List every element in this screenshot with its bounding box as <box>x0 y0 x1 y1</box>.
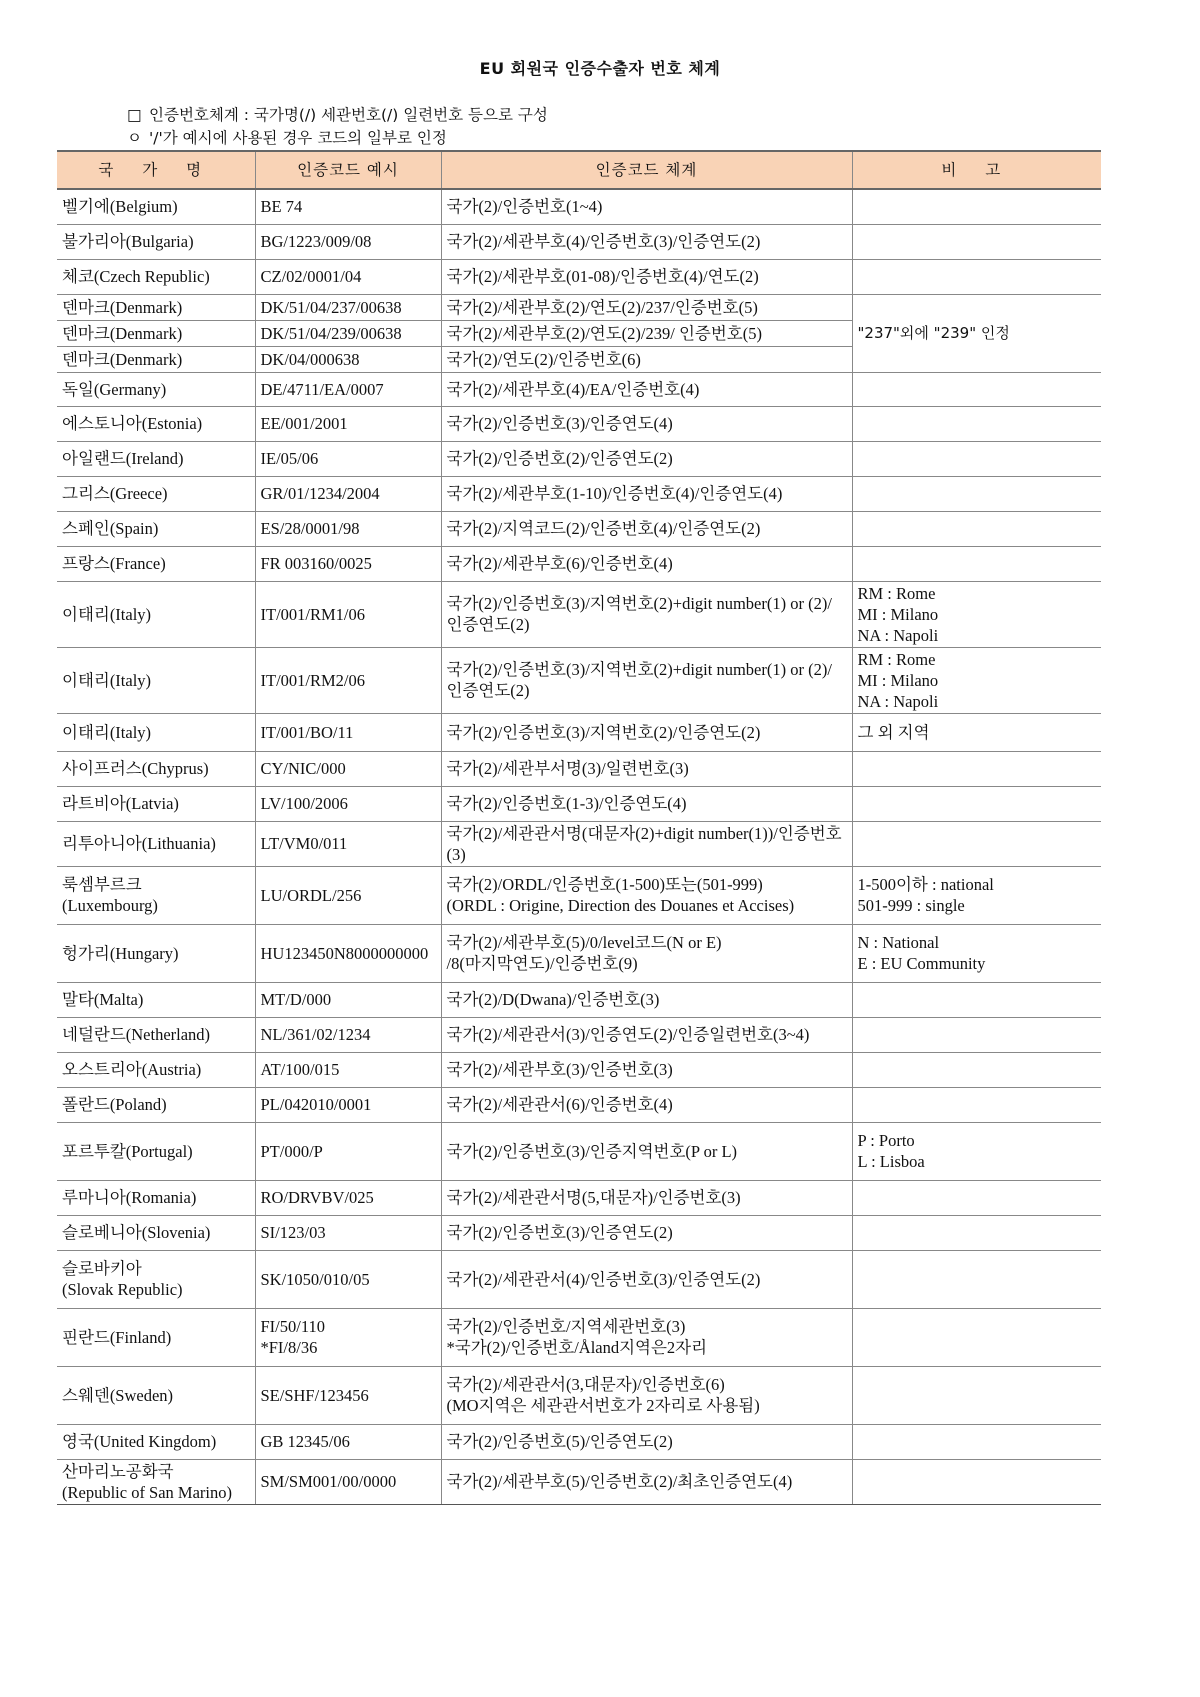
country-cell: 폴란드(Poland) <box>57 1087 255 1122</box>
example-cell: IT/001/RM2/06 <box>255 647 441 713</box>
note-line: □ 인증번호체계 : 국가명(/) 세관번호(/) 일련번호 등으로 구성 <box>127 106 548 124</box>
country-cell: 이태리(Italy) <box>57 647 255 713</box>
certification-code-table <box>57 150 1101 1505</box>
remark-cell <box>852 1424 1101 1459</box>
country-cell: 덴마크(Denmark) <box>57 294 255 320</box>
example-cell: FR 003160/0025 <box>255 546 441 581</box>
system-cell: 국가(2)/인증번호(3)/인증연도(4) <box>441 406 852 441</box>
example-cell: SI/123/03 <box>255 1215 441 1250</box>
country-cell: 그리스(Greece) <box>57 476 255 511</box>
system-cell: 국가(2)/세관부호(5)/0/level코드(N or E) /8(마지막연도)/인증번호(9) <box>441 924 852 982</box>
table-row <box>57 189 1101 224</box>
remark-cell: RM : Rome MI : Milano NA : Napoli <box>852 581 1101 647</box>
system-cell: 국가(2)/인증번호(2)/인증연도(2) <box>441 441 852 476</box>
system-cell: 국가(2)/인증번호/지역세관번호(3) *국가(2)/인증번호/Åland지역은2자리 <box>441 1308 852 1366</box>
remark-cell <box>852 1052 1101 1087</box>
example-cell: GB 12345/06 <box>255 1424 441 1459</box>
table-row <box>57 1250 1101 1308</box>
remark-cell <box>852 1017 1101 1052</box>
remark-cell <box>852 189 1101 224</box>
example-cell: SE/SHF/123456 <box>255 1366 441 1424</box>
country-cell: 포르투칼(Portugal) <box>57 1122 255 1180</box>
column-header-remark: 비 고 <box>852 151 1101 189</box>
country-cell: 체코(Czech Republic) <box>57 259 255 294</box>
country-cell: 에스토니아(Estonia) <box>57 406 255 441</box>
remark-cell <box>852 786 1101 821</box>
table-row <box>57 1122 1101 1180</box>
remark-cell: "237"외에 "239" 인정 <box>852 294 1101 372</box>
system-cell: 국가(2)/인증번호(1~4) <box>441 189 852 224</box>
system-cell: 국가(2)/세관부호(2)/연도(2)/237/인증번호(5) <box>441 294 852 320</box>
example-cell: ES/28/0001/98 <box>255 511 441 546</box>
country-cell: 사이프러스(Chyprus) <box>57 751 255 786</box>
example-cell: DK/51/04/239/00638 <box>255 320 441 346</box>
system-cell: 국가(2)/세관관서명(대문자(2)+digit number(1))/인증번호(3) <box>441 821 852 866</box>
country-cell: 룩셈부르크 (Luxembourg) <box>57 866 255 924</box>
system-cell: 국가(2)/세관부호(3)/인증번호(3) <box>441 1052 852 1087</box>
country-cell: 불가리아(Bulgaria) <box>57 224 255 259</box>
country-cell: 네덜란드(Netherland) <box>57 1017 255 1052</box>
table-row <box>57 713 1101 751</box>
country-cell: 산마리노공화국 (Republic of San Marino) <box>57 1459 255 1504</box>
table-row <box>57 1017 1101 1052</box>
example-cell: MT/D/000 <box>255 982 441 1017</box>
remark-cell <box>852 441 1101 476</box>
remark-cell <box>852 982 1101 1017</box>
remark-cell <box>852 1087 1101 1122</box>
system-cell: 국가(2)/인증번호(3)/인증연도(2) <box>441 1215 852 1250</box>
country-cell: 덴마크(Denmark) <box>57 320 255 346</box>
system-cell: 국가(2)/인증번호(3)/인증지역번호(P or L) <box>441 1122 852 1180</box>
example-cell: DK/51/04/237/00638 <box>255 294 441 320</box>
remark-cell <box>852 476 1101 511</box>
system-cell: 국가(2)/세관부호(4)/EA/인증번호(4) <box>441 372 852 406</box>
note-line: ㅇ '/'가 예시에 사용된 경우 코드의 일부로 인정 <box>127 129 447 147</box>
table-row <box>57 294 1101 320</box>
system-cell: 국가(2)/세관관서(3)/인증연도(2)/인증일련번호(3~4) <box>441 1017 852 1052</box>
table-row <box>57 1180 1101 1215</box>
country-cell: 덴마크(Denmark) <box>57 346 255 372</box>
example-cell: IE/05/06 <box>255 441 441 476</box>
remark-cell <box>852 1459 1101 1504</box>
remark-cell <box>852 1308 1101 1366</box>
remark-cell: 1-500이하 : national 501-999 : single <box>852 866 1101 924</box>
table-header-row <box>57 151 1101 189</box>
remark-cell <box>852 546 1101 581</box>
remark-cell <box>852 511 1101 546</box>
country-cell: 슬로베니아(Slovenia) <box>57 1215 255 1250</box>
table-row <box>57 511 1101 546</box>
example-cell: CZ/02/0001/04 <box>255 259 441 294</box>
example-cell: CY/NIC/000 <box>255 751 441 786</box>
table-row <box>57 1366 1101 1424</box>
remark-cell <box>852 259 1101 294</box>
remark-cell <box>852 751 1101 786</box>
system-cell: 국가(2)/세관관서명(5,대문자)/인증번호(3) <box>441 1180 852 1215</box>
table-row <box>57 866 1101 924</box>
system-cell: 국가(2)/D(Dwana)/인증번호(3) <box>441 982 852 1017</box>
system-cell: 국가(2)/ORDL/인증번호(1-500)또는(501-999) (ORDL : Origine, Direction des Douanes et Accises) <box>441 866 852 924</box>
column-header-system: 인증코드 체계 <box>441 151 852 189</box>
example-cell: SM/SM001/00/0000 <box>255 1459 441 1504</box>
system-cell: 국가(2)/인증번호(3)/지역번호(2)/인증연도(2) <box>441 713 852 751</box>
column-header-example: 인증코드 예시 <box>255 151 441 189</box>
country-cell: 핀란드(Finland) <box>57 1308 255 1366</box>
example-cell: LV/100/2006 <box>255 786 441 821</box>
country-cell: 말타(Malta) <box>57 982 255 1017</box>
table-row <box>57 441 1101 476</box>
remark-cell: RM : Rome MI : Milano NA : Napoli <box>852 647 1101 713</box>
table-row <box>57 1052 1101 1087</box>
example-cell: SK/1050/010/05 <box>255 1250 441 1308</box>
example-cell: RO/DRVBV/025 <box>255 1180 441 1215</box>
column-header-country: 국 가 명 <box>57 151 255 189</box>
table-row <box>57 546 1101 581</box>
country-cell: 슬로바키아 (Slovak Republic) <box>57 1250 255 1308</box>
remark-cell <box>852 372 1101 406</box>
table-row <box>57 647 1101 713</box>
system-cell: 국가(2)/세관부호(2)/연도(2)/239/ 인증번호(5) <box>441 320 852 346</box>
remark-cell <box>852 224 1101 259</box>
remark-cell <box>852 1366 1101 1424</box>
example-cell: IT/001/BO/11 <box>255 713 441 751</box>
system-cell: 국가(2)/인증번호(1-3)/인증연도(4) <box>441 786 852 821</box>
system-cell: 국가(2)/세관부호(4)/인증번호(3)/인증연도(2) <box>441 224 852 259</box>
table-row <box>57 786 1101 821</box>
system-cell: 국가(2)/지역코드(2)/인증번호(4)/인증연도(2) <box>441 511 852 546</box>
remark-cell: 그 외 지역 <box>852 713 1101 751</box>
table-row <box>57 821 1101 866</box>
example-cell: PL/042010/0001 <box>255 1087 441 1122</box>
country-cell: 오스트리아(Austria) <box>57 1052 255 1087</box>
country-cell: 리투아니아(Lithuania) <box>57 821 255 866</box>
table-row <box>57 372 1101 406</box>
example-cell: HU123450N8000000000 <box>255 924 441 982</box>
example-cell: AT/100/015 <box>255 1052 441 1087</box>
table-row <box>57 259 1101 294</box>
example-cell: LU/ORDL/256 <box>255 866 441 924</box>
system-cell: 국가(2)/세관부호(5)/인증번호(2)/최초인증연도(4) <box>441 1459 852 1504</box>
country-cell: 이태리(Italy) <box>57 713 255 751</box>
example-cell: BG/1223/009/08 <box>255 224 441 259</box>
country-cell: 독일(Germany) <box>57 372 255 406</box>
example-cell: DE/4711/EA/0007 <box>255 372 441 406</box>
remark-cell <box>852 1250 1101 1308</box>
system-cell: 국가(2)/세관관서(4)/인증번호(3)/인증연도(2) <box>441 1250 852 1308</box>
table-row <box>57 982 1101 1017</box>
system-cell: 국가(2)/세관관서(3,대문자)/인증번호(6) (MO지역은 세관관서번호가 2자리로 사용됨) <box>441 1366 852 1424</box>
system-cell: 국가(2)/인증번호(3)/지역번호(2)+digit number(1) or (2)/인증연도(2) <box>441 581 852 647</box>
table-row <box>57 224 1101 259</box>
system-cell: 국가(2)/세관부서명(3)/일련번호(3) <box>441 751 852 786</box>
country-cell: 프랑스(France) <box>57 546 255 581</box>
system-cell: 국가(2)/인증번호(5)/인증연도(2) <box>441 1424 852 1459</box>
country-cell: 루마니아(Romania) <box>57 1180 255 1215</box>
remark-cell: N : National E : EU Community <box>852 924 1101 982</box>
example-cell: PT/000/P <box>255 1122 441 1180</box>
example-cell: GR/01/1234/2004 <box>255 476 441 511</box>
remark-cell <box>852 406 1101 441</box>
table-body <box>57 189 1101 1504</box>
page-title: EU 회원국 인증수출자 번호 체계 <box>479 59 721 78</box>
example-cell: BE 74 <box>255 189 441 224</box>
example-cell: EE/001/2001 <box>255 406 441 441</box>
table-row <box>57 1087 1101 1122</box>
notes <box>127 104 548 150</box>
country-cell: 아일랜드(Ireland) <box>57 441 255 476</box>
country-cell: 헝가리(Hungary) <box>57 924 255 982</box>
country-cell: 이태리(Italy) <box>57 581 255 647</box>
table-row <box>57 924 1101 982</box>
system-cell: 국가(2)/세관부호(6)/인증번호(4) <box>441 546 852 581</box>
country-cell: 스웨덴(Sweden) <box>57 1366 255 1424</box>
table-row <box>57 1424 1101 1459</box>
example-cell: LT/VM0/011 <box>255 821 441 866</box>
table-row <box>57 1215 1101 1250</box>
table-row <box>57 406 1101 441</box>
table-row <box>57 751 1101 786</box>
system-cell: 국가(2)/세관부호(01-08)/인증번호(4)/연도(2) <box>441 259 852 294</box>
remark-cell: P : Porto L : Lisboa <box>852 1122 1101 1180</box>
remark-cell <box>852 821 1101 866</box>
example-cell: IT/001/RM1/06 <box>255 581 441 647</box>
example-cell: NL/361/02/1234 <box>255 1017 441 1052</box>
example-cell: DK/04/000638 <box>255 346 441 372</box>
remark-cell <box>852 1180 1101 1215</box>
country-cell: 벨기에(Belgium) <box>57 189 255 224</box>
country-cell: 스페인(Spain) <box>57 511 255 546</box>
table-row <box>57 1308 1101 1366</box>
country-cell: 영국(United Kingdom) <box>57 1424 255 1459</box>
system-cell: 국가(2)/연도(2)/인증번호(6) <box>441 346 852 372</box>
table-row <box>57 476 1101 511</box>
country-cell: 라트비아(Latvia) <box>57 786 255 821</box>
system-cell: 국가(2)/인증번호(3)/지역번호(2)+digit number(1) or (2)/인증연도(2) <box>441 647 852 713</box>
remark-cell <box>852 1215 1101 1250</box>
system-cell: 국가(2)/세관관서(6)/인증번호(4) <box>441 1087 852 1122</box>
system-cell: 국가(2)/세관부호(1-10)/인증번호(4)/인증연도(4) <box>441 476 852 511</box>
example-cell: FI/50/110 *FI/8/36 <box>255 1308 441 1366</box>
table-row <box>57 1459 1101 1504</box>
table-row <box>57 581 1101 647</box>
